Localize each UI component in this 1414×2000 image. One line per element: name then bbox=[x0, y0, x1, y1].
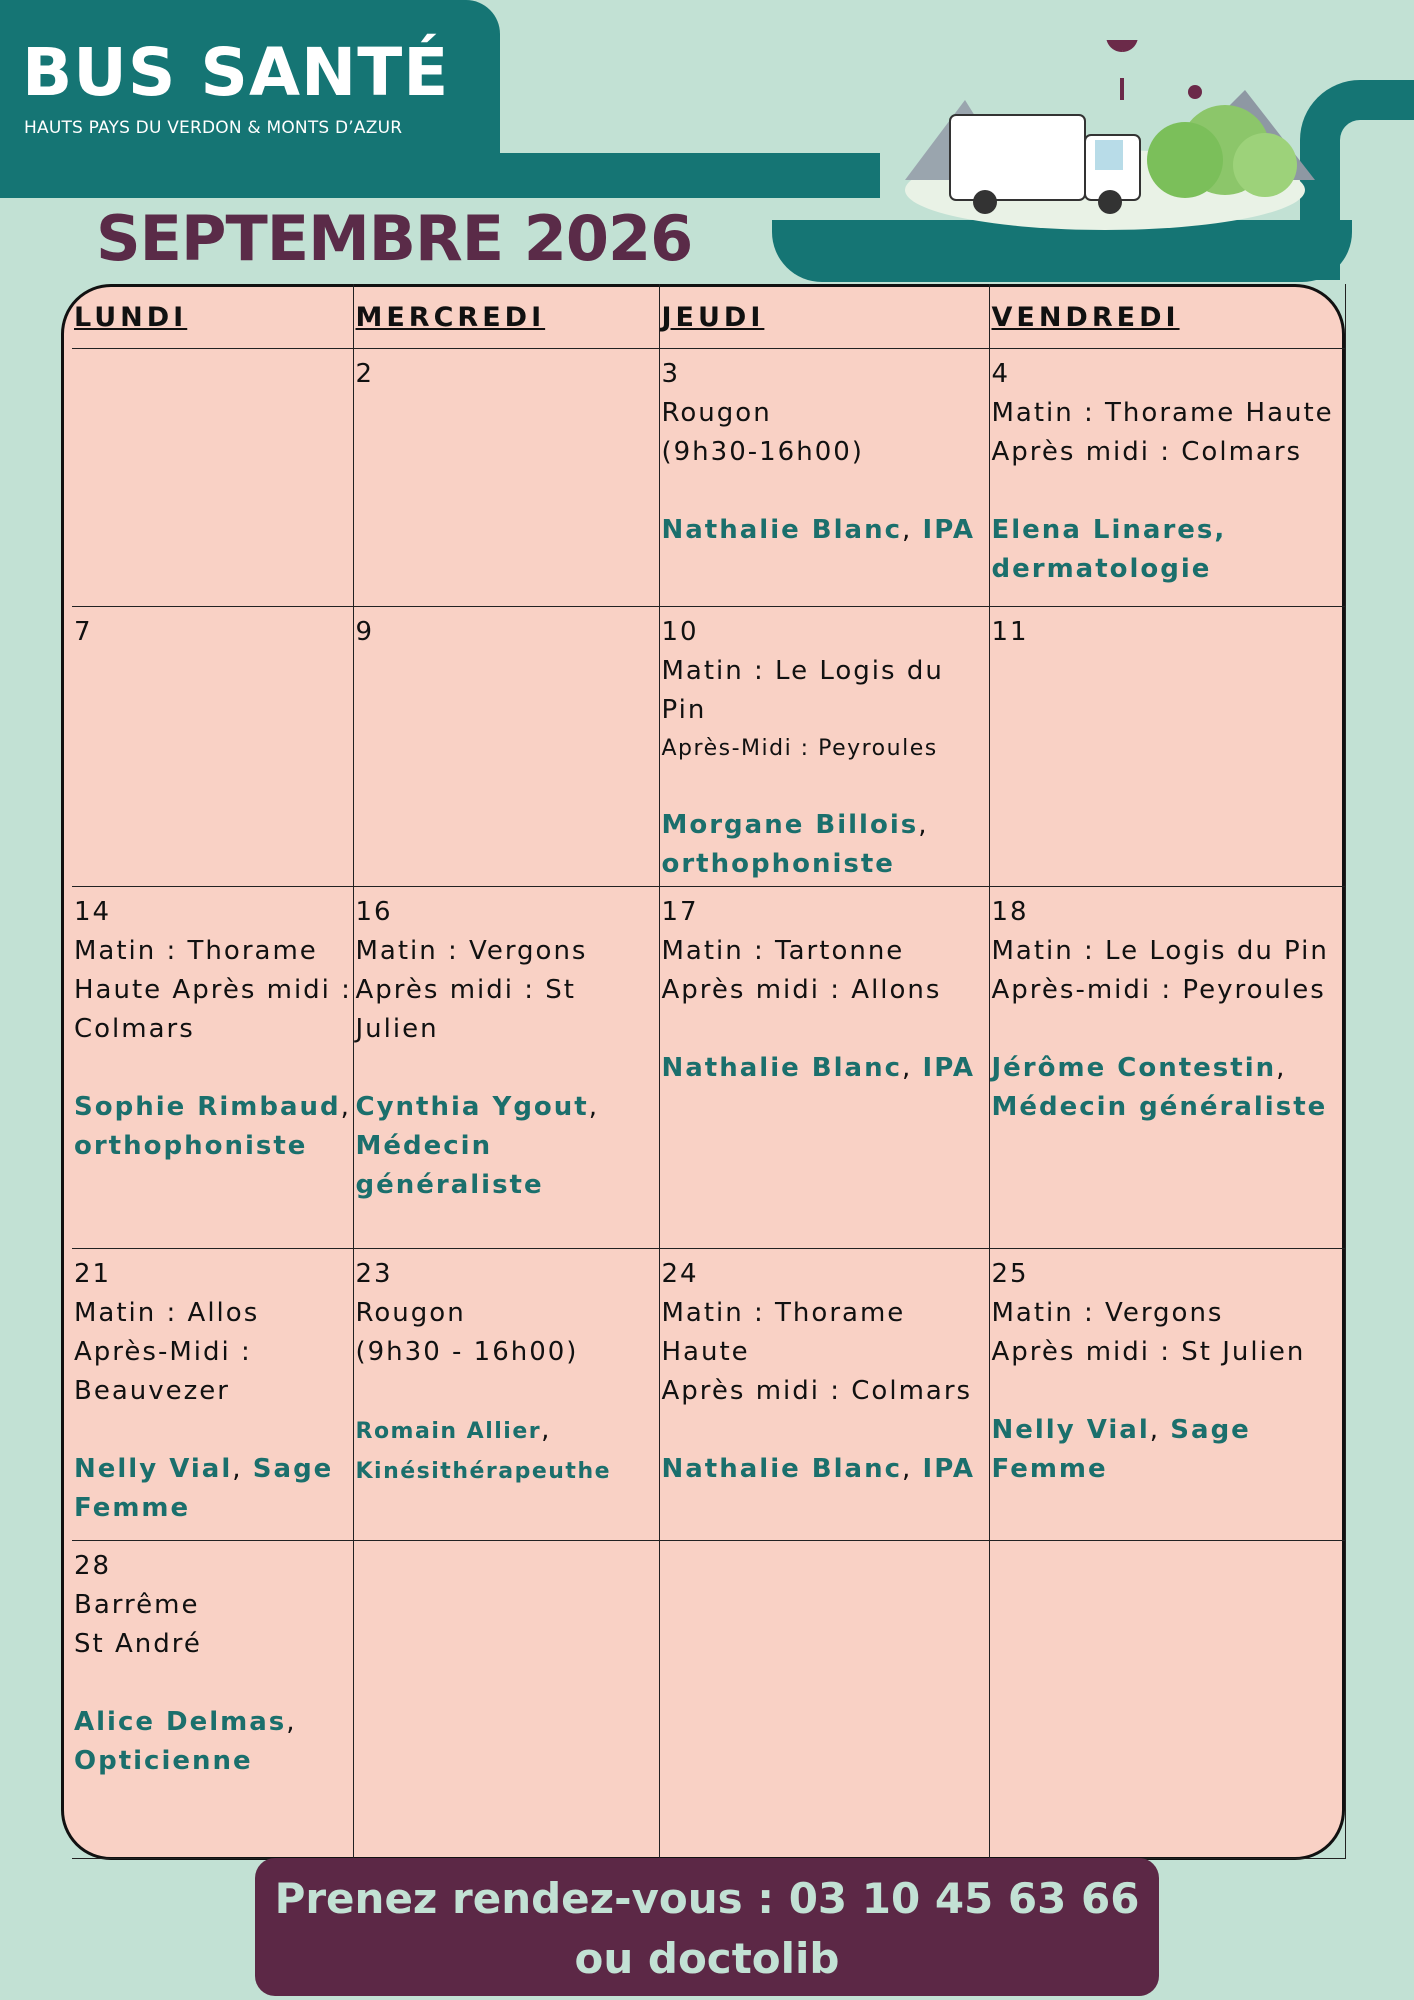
practitioner bbox=[74, 1703, 353, 1781]
brand-subtitle: HAUTS PAYS DU VERDON & MONTS D’AZUR bbox=[24, 118, 403, 138]
spacer bbox=[356, 1372, 659, 1411]
location-text: St André bbox=[74, 1628, 202, 1659]
column-header-lundi: LUNDI bbox=[72, 284, 353, 348]
location-text: Matin : Thorame Haute bbox=[991, 397, 1334, 428]
location-text: Matin : Vergons bbox=[355, 935, 588, 966]
practitioner bbox=[662, 1450, 989, 1489]
calendar-table bbox=[72, 284, 1346, 1859]
spacer bbox=[992, 1010, 1345, 1049]
spacer bbox=[662, 1010, 989, 1049]
practitioner bbox=[992, 1411, 1345, 1489]
calendar-week-row bbox=[72, 886, 1345, 1248]
practitioner bbox=[74, 1450, 353, 1528]
location-text: Après midi : St Julien bbox=[991, 1336, 1306, 1367]
practitioner-role: Médecin généraliste bbox=[991, 1091, 1328, 1122]
practitioner-name: Nelly Vial bbox=[74, 1453, 233, 1484]
practitioner-role: Kinésithérapeuthe bbox=[355, 1458, 612, 1484]
practitioner-role: Sage Femme bbox=[74, 1453, 334, 1523]
practitioner-name: Nathalie Blanc bbox=[661, 514, 902, 545]
practitioner bbox=[74, 1088, 353, 1166]
location-text: Après-midi : Peyroules bbox=[991, 974, 1326, 1005]
separator: , bbox=[1276, 1052, 1287, 1083]
practitioner bbox=[356, 1088, 659, 1205]
separator: , bbox=[902, 1052, 923, 1083]
location-text: Rougon bbox=[661, 397, 772, 428]
spacer bbox=[992, 1372, 1345, 1411]
appointment-doctolib: ou doctolib bbox=[574, 1934, 840, 1983]
bus-body bbox=[950, 115, 1085, 200]
practitioner-name: Nathalie Blanc bbox=[661, 1052, 902, 1083]
day-number: 14 bbox=[74, 896, 112, 927]
calendar-day-cell bbox=[353, 606, 659, 886]
calendar-day-cell bbox=[72, 348, 353, 606]
separator: , bbox=[286, 1706, 297, 1737]
spacer bbox=[662, 1411, 989, 1450]
practitioner-role: IPA bbox=[922, 1052, 975, 1083]
location-text: Après midi : St Julien bbox=[355, 974, 576, 1044]
spacer bbox=[662, 472, 989, 511]
location-text: (9h30 - 16h00) bbox=[355, 1336, 579, 1367]
practitioner bbox=[356, 1411, 659, 1491]
practitioner bbox=[992, 1049, 1345, 1127]
column-header-mercredi: MERCREDI bbox=[353, 284, 659, 348]
separator: , bbox=[918, 809, 929, 840]
location-text: Matin : Tartonne bbox=[661, 935, 905, 966]
practitioner-name: Romain Allier bbox=[355, 1418, 542, 1444]
day-number: 11 bbox=[991, 616, 1029, 647]
practitioner-name: Nathalie Blanc bbox=[661, 1453, 902, 1484]
location-text: Matin : Vergons bbox=[991, 1297, 1224, 1328]
practitioner-role: IPA bbox=[922, 514, 975, 545]
separator: , bbox=[902, 1453, 923, 1484]
day-number: 9 bbox=[355, 616, 375, 647]
spacer bbox=[74, 1049, 353, 1088]
practitioner-name: Cynthia Ygout bbox=[355, 1091, 589, 1122]
location-text: Après-Midi : Beauvezer bbox=[74, 1336, 252, 1406]
spacer bbox=[356, 1049, 659, 1088]
practitioner-role: dermatologie bbox=[991, 553, 1212, 584]
calendar-day-cell bbox=[72, 1248, 353, 1540]
header-road-strip bbox=[0, 153, 880, 198]
calendar-day-cell bbox=[72, 606, 353, 886]
day-number: 25 bbox=[991, 1258, 1029, 1289]
calendar-day-cell bbox=[989, 1248, 1345, 1540]
day-number: 4 bbox=[991, 358, 1011, 389]
day-number: 10 bbox=[661, 616, 699, 647]
day-number: 7 bbox=[74, 616, 93, 647]
day-number: 24 bbox=[661, 1258, 699, 1289]
calendar-day-cell bbox=[659, 1540, 989, 1858]
day-number: 21 bbox=[74, 1258, 112, 1289]
column-header-vendredi: VENDREDI bbox=[989, 284, 1345, 348]
map-pin-icon bbox=[1108, 40, 1136, 100]
day-number: 16 bbox=[355, 896, 393, 927]
separator: , bbox=[588, 1091, 599, 1122]
location-text: Rougon bbox=[355, 1297, 466, 1328]
calendar-day-cell bbox=[659, 606, 989, 886]
column-header-jeudi: JEUDI bbox=[659, 284, 989, 348]
separator: , bbox=[1149, 1414, 1171, 1445]
spacer bbox=[74, 1664, 353, 1703]
calendar-day-cell bbox=[353, 348, 659, 606]
appointment-phone: Prenez rendez-vous : 03 10 45 63 66 bbox=[274, 1874, 1140, 1923]
calendar-day-cell bbox=[72, 886, 353, 1248]
location-text: (9h30-16h00) bbox=[661, 436, 864, 467]
calendar-day-cell bbox=[989, 348, 1345, 606]
calendar-day-cell bbox=[989, 886, 1345, 1248]
location-text: Barrême bbox=[74, 1589, 200, 1620]
practitioner bbox=[662, 511, 989, 550]
practitioner-name: Nelly Vial bbox=[991, 1414, 1150, 1445]
calendar-week-row bbox=[72, 348, 1345, 606]
day-number: 17 bbox=[661, 896, 699, 927]
practitioner-name: Sophie Rimbaud bbox=[74, 1091, 341, 1122]
day-number: 23 bbox=[355, 1258, 393, 1289]
separator: , bbox=[232, 1453, 253, 1484]
day-number: 2 bbox=[355, 358, 375, 389]
practitioner-role: Médecin généraliste bbox=[355, 1130, 544, 1200]
calendar-week-row bbox=[72, 606, 1345, 886]
practitioner bbox=[662, 1049, 989, 1088]
calendar-day-cell bbox=[989, 1540, 1345, 1858]
calendar-day-cell bbox=[659, 1248, 989, 1540]
location-text: Après midi : Allons bbox=[661, 974, 942, 1005]
spacer bbox=[74, 1411, 353, 1450]
separator: , bbox=[541, 1414, 552, 1445]
calendar-day-cell bbox=[353, 886, 659, 1248]
appointment-footer bbox=[255, 1858, 1159, 1996]
practitioner-role: orthophoniste bbox=[661, 848, 895, 879]
location-text: Après midi : Colmars bbox=[991, 436, 1303, 467]
practitioner bbox=[662, 806, 989, 884]
calendar-day-cell bbox=[353, 1248, 659, 1540]
calendar-day-cell bbox=[353, 1540, 659, 1858]
calendar-day-cell bbox=[659, 348, 989, 606]
calendar-day-cell bbox=[659, 886, 989, 1248]
location-text: Après-Midi : Peyroules bbox=[661, 735, 938, 761]
calendar-header-row bbox=[72, 284, 1345, 348]
page-title: SEPTEMBRE 2026 bbox=[96, 202, 693, 275]
spacer bbox=[662, 767, 989, 806]
practitioner-name: Morgane Billois bbox=[661, 809, 919, 840]
practitioner-name: Elena Linares, bbox=[991, 514, 1227, 545]
spacer bbox=[992, 472, 1345, 511]
day-number: 3 bbox=[661, 358, 681, 389]
location-text: Matin : Le Logis du Pin bbox=[661, 655, 944, 725]
separator: , bbox=[902, 514, 923, 545]
brand-logo: BUS SANTÉ bbox=[22, 34, 450, 111]
practitioner-role: Sage Femme bbox=[991, 1414, 1251, 1484]
location-text: Matin : Le Logis du Pin bbox=[991, 935, 1329, 966]
location-text: Matin : Thorame Haute bbox=[661, 1297, 906, 1367]
practitioner-role: Opticienne bbox=[74, 1745, 253, 1776]
location-text: Après midi : Colmars bbox=[661, 1375, 973, 1406]
location-text: Matin : Thorame Haute Après midi : Colmars bbox=[74, 935, 352, 1044]
practitioner-name: Jérôme Contestin bbox=[991, 1052, 1277, 1083]
day-number: 18 bbox=[991, 896, 1029, 927]
practitioner-name: Alice Delmas bbox=[74, 1706, 287, 1737]
practitioner-role: IPA bbox=[922, 1453, 975, 1484]
location-text: Matin : Allos bbox=[74, 1297, 260, 1328]
calendar-day-cell bbox=[72, 1540, 353, 1858]
day-number: 28 bbox=[74, 1550, 112, 1581]
calendar-week-row bbox=[72, 1248, 1345, 1540]
practitioner bbox=[992, 511, 1345, 589]
header-road-hook bbox=[1300, 80, 1414, 280]
calendar-day-cell bbox=[989, 606, 1345, 886]
bus-illustration bbox=[895, 40, 1315, 235]
calendar-week-row bbox=[72, 1540, 1345, 1858]
map-pin-small-icon bbox=[1188, 85, 1202, 99]
practitioner-role: orthophoniste bbox=[74, 1130, 308, 1161]
separator: , bbox=[340, 1091, 351, 1122]
